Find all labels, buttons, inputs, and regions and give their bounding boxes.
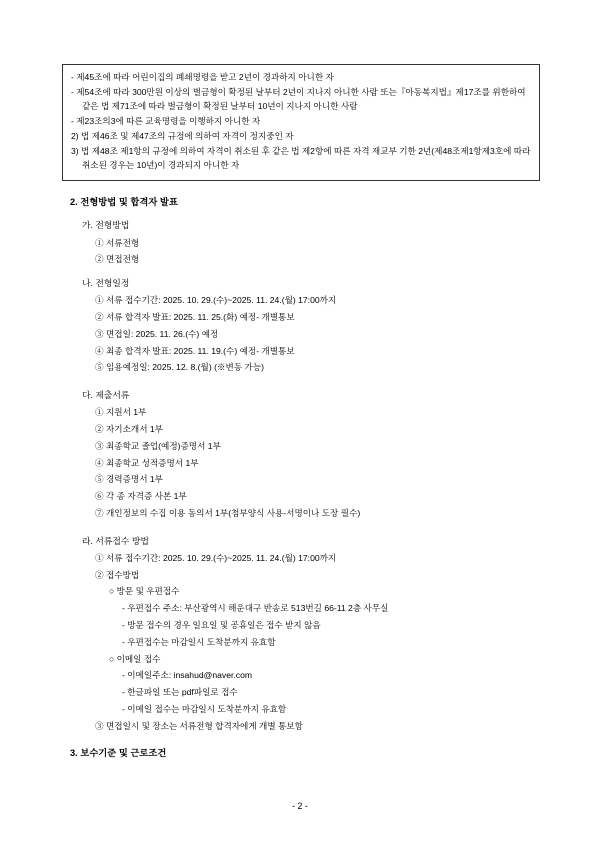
list-item: ③ 최종학교 졸업(예정)증명서 1부 (95, 440, 221, 451)
method-detail: - 한글파일 또는 pdf파일로 접수 (122, 687, 238, 698)
list-item: ③ 면접일: 2025. 11. 26.(수) 예정 (95, 328, 219, 339)
exclusion-line: - 제54조에 따라 300만원 이상의 벌금형이 확정된 날부터 2년이 지나지 아니한 사람 또는『아동복지법』제17조를 위한하여 같은 법 제71조에 따라 벌금형이 확정된 날부터 10년이 지나지 아니한 사람 (71, 86, 526, 111)
subsection-label-b: 나. 전형일정 (82, 278, 130, 289)
list-item: ① 서류전형 (95, 237, 140, 248)
exclusion-line: - 제23조의3에 따른 교육명령을 이행하지 아니한 자 (71, 115, 261, 126)
list-item: ② 면접전형 (95, 254, 140, 265)
list-item: ② 자기소개서 1부 (95, 424, 163, 435)
subsection-label-d: 라. 서류접수 방법 (82, 535, 149, 546)
method-detail: - 우편접수는 마감일시 도착분까지 유효함 (122, 636, 276, 647)
list-item: ⑦ 개인정보의 수집 이용 동의서 1부(첨부양식 사용-서명이나 도장 필수) (95, 507, 361, 518)
method-label-email: ○ 이메일 접수 (109, 653, 161, 664)
list-item: ② 접수방법 (95, 569, 140, 580)
list-item: ④ 최종학교 성적증명서 1부 (95, 457, 199, 468)
list-item: ⑤ 임용예정일: 2025. 12. 8.(월) (※변동 가능) (95, 362, 264, 373)
subsection-label-a: 가. 전형방법 (82, 220, 130, 231)
method-label-visit: ○ 방문 및 우편접수 (109, 586, 180, 597)
list-item: ⑤ 경력증명서 1부 (95, 474, 163, 485)
list-item: ① 지원서 1부 (95, 407, 147, 418)
page-number: - 2 - (292, 801, 308, 811)
list-item: ④ 최종 합격자 발표: 2025. 11. 19.(수) 예정- 개별통보 (95, 345, 295, 356)
exclusion-line: 2) 법 제46조 및 제47조의 규정에 의하여 자격이 정지중인 자 (71, 130, 294, 141)
exclusion-clause-box (62, 64, 540, 181)
exclusion-line: - 제45조에 따라 어린이집의 폐쇄명령을 받고 2년이 경과하지 아니한 자 (71, 72, 334, 82)
method-detail: - 방문 접수의 경우 일요일 및 공휴일은 접수 받지 않음 (122, 620, 321, 630)
subsection-label-c: 다. 제출서류 (82, 390, 130, 401)
list-item: ③ 면접일시 및 장소는 서류전형 합격자에게 개별 통보함 (95, 720, 303, 731)
list-item: ① 서류 접수기간: 2025. 10. 29.(수)~2025. 11. 24.(월) 17:00까지 (95, 295, 337, 306)
list-item: ① 서류 접수기간: 2025. 10. 29.(수)~2025. 11. 24.(월) 17:00까지 (95, 552, 337, 563)
method-detail: - 이메일 접수는 마감일시 도착분까지 유효함 (122, 703, 287, 714)
list-item: ② 서류 합격자 발표: 2025. 11. 25.(화) 예정- 개별통보 (95, 312, 295, 323)
document-body (62, 64, 540, 762)
section-heading-2: 2. 전형방법 및 합격자 발표 (70, 197, 178, 208)
exclusion-line: 3) 법 제48조 제1항의 규정에 의하여 자격이 취소된 후 같은 법 제2항에 따른 자격 재교부 기한 2년(제48조제1항제3호에 따라 취소된 경우는 10년)이 경과되지 아니한 자 (71, 145, 531, 170)
section-heading-3: 3. 보수기준 및 근로조건 (70, 748, 167, 759)
list-item: ⑥ 각 종 자격증 사본 1부 (95, 491, 187, 502)
method-detail: - 우편접수 주소: 부산광역시 해운대구 반송로 513번길 66-11 2층 사무실 (122, 603, 389, 614)
method-detail: - 이메일주소: insahud@naver.com (122, 670, 253, 681)
